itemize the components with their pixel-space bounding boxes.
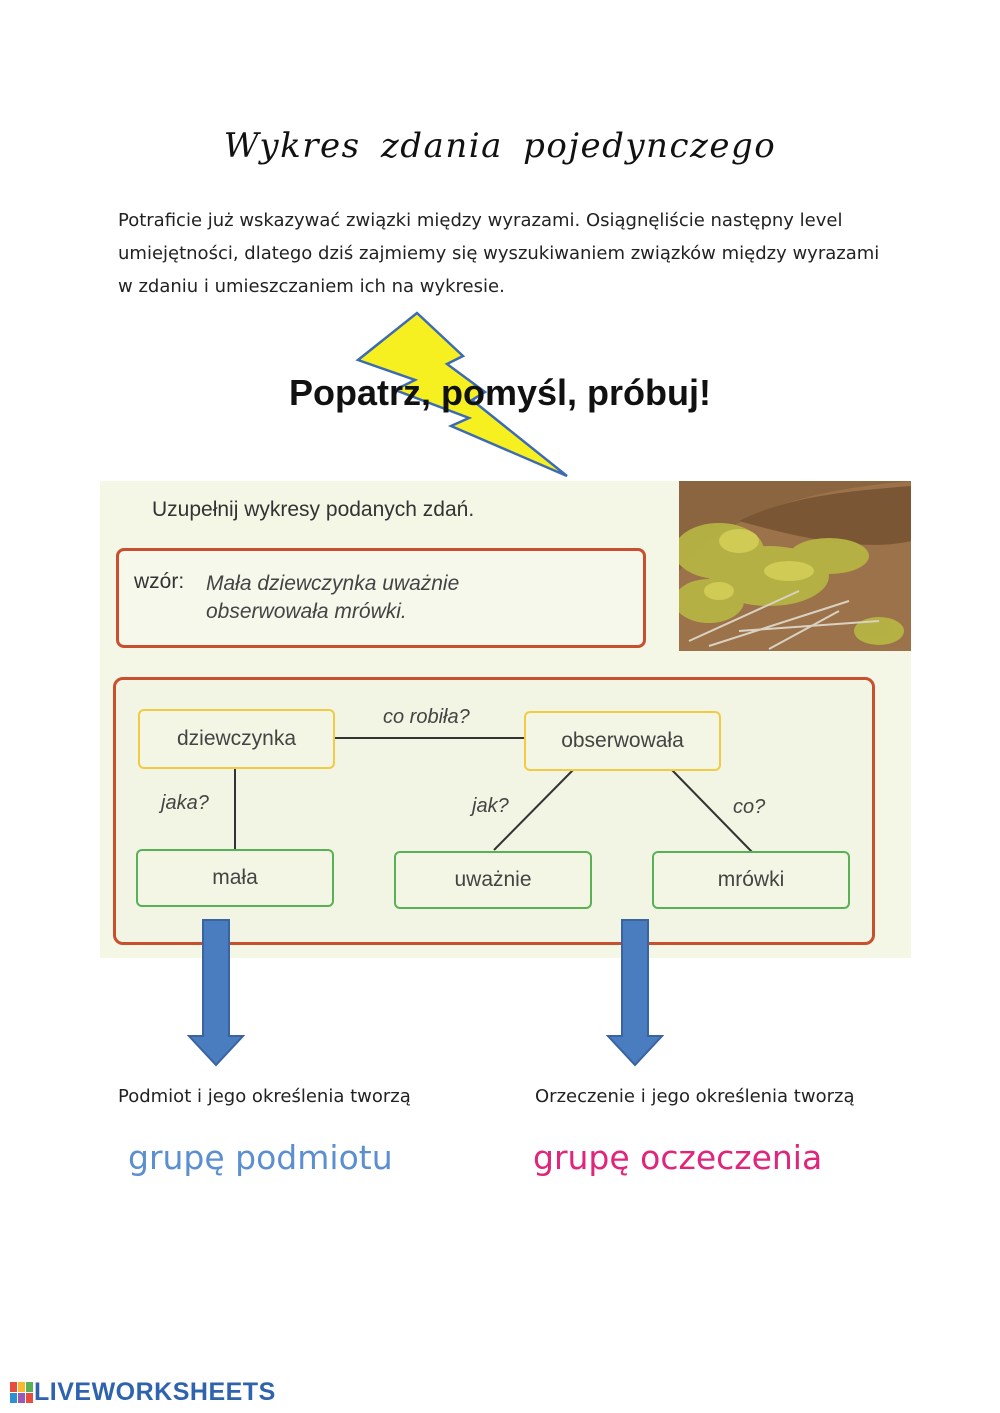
page-title: Wykres zdania pojedynczego (223, 126, 777, 166)
pattern-label: wzór: (134, 570, 185, 593)
node-adverbial: uważnie (394, 851, 592, 909)
footer-brand (10, 1378, 276, 1407)
liveworksheets-logo-icon (10, 1382, 34, 1404)
pattern-sentence: Mała dziewczynka uważnie obserwowała mrówki. (206, 572, 460, 623)
node-object: mrówki (652, 851, 850, 909)
question-what-did: co robiła? (383, 706, 470, 728)
brand-name: LIVEWORKSHEETS (34, 1378, 276, 1406)
node-subject: dziewczynka (138, 709, 335, 769)
question-which: jaka? (161, 792, 209, 814)
answer-predicate-group[interactable]: grupę oczeczenia (533, 1138, 823, 1177)
intro-paragraph: Potraficie już wskazywać związki między wyrazami. Osiągnęliście następny level umiejętności, dlatego dziś zajmiemy się wyszukiwaniem związków między wyrazami w zdaniu i umieszczaniem ich na wykresie. (118, 210, 880, 297)
exercise-instruction: Uzupełnij wykresy podanych zdań. (152, 498, 475, 521)
down-arrow-icon (606, 918, 664, 1068)
motto-heading: Popatrz, pomyśl, próbuj! (288, 372, 711, 413)
down-arrow-icon (187, 918, 245, 1068)
node-attribute: mała (136, 849, 334, 907)
caption-subject-group: Podmiot i jego określenia tworzą (118, 1086, 411, 1107)
node-predicate: obserwowała (524, 711, 721, 771)
answer-subject-group[interactable]: grupę podmiotu (128, 1138, 393, 1177)
question-what: co? (733, 796, 766, 818)
caption-predicate-group: Orzeczenie i jego określenia tworzą (535, 1086, 855, 1107)
question-how: jak? (472, 795, 509, 817)
